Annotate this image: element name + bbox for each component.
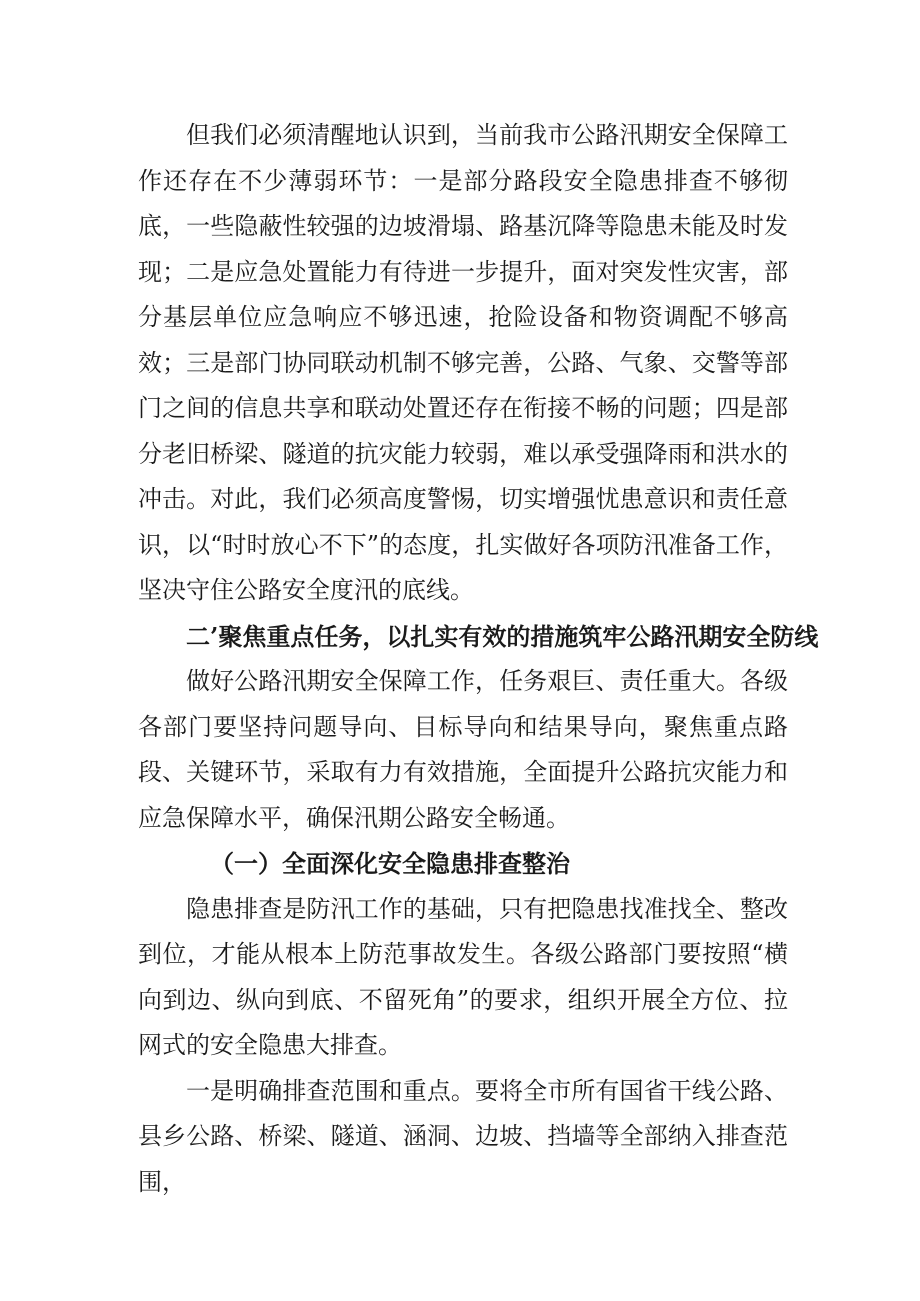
paragraph-inspection-scope: 一是明确排查范围和重点。要将全市所有国省干线公路、县乡公路、桥梁、隧道、涵洞、边坡、挡墙等全部纳入排查范围， [138, 1076, 788, 1196]
subsection-heading-one: （一）全面深化安全隐患排查整治 [210, 849, 570, 878]
paragraph-weak-links: 但我们必须清醒地认识到，当前我市公路汛期安全保障工作还存在不少薄弱环节：一是部分路段安全隐患排查不够彻底，一些隐蔽性较强的边坡滑塌、路基沉降等隐患未能及时发现；二是应急处置能力有待进一步提升，面对突发性灾害，部分基层单位应急响应不够迅速，抢险设备和物资调配不够高效；三是部门协同联动机制不够完善，公路、气象、交警等部门之间的信息共享和联动处置还存在衔接不畅的问题；四是部分老旧桥梁、隧道的抗灾能力较弱，难以承受强降雨和洪水的冲击。对此，我们必须高度警惕，切实增强忧患意识和责任意识，以“时时放心不下”的态度，扎实做好各项防汛准备工作，坚决守住公路安全度汛的底线。 [138, 121, 788, 604]
paragraph-key-tasks: 做好公路汛期安全保障工作，任务艰巨、责任重大。各级各部门要坚持问题导向、目标导向和结果导向，聚焦重点路段、关键环节，采取有力有效措施，全面提升公路抗灾能力和应急保障水平，确保汛期公路安全畅通。 [138, 667, 788, 832]
section-heading-two: 二’聚焦重点任务，以扎实有效的措施筑牢公路汛期安全防线 [186, 621, 819, 651]
paragraph-hazard-inspection: 隐患排查是防汛工作的基础，只有把隐患找准找全、整改到位，才能从根本上防范事故发生。各级公路部门要按照“横向到边、纵向到底、不留死角”的要求，组织开展全方位、拉网式的安全隐患大排查。 [138, 894, 788, 1059]
document-body [138, 113, 819, 1205]
